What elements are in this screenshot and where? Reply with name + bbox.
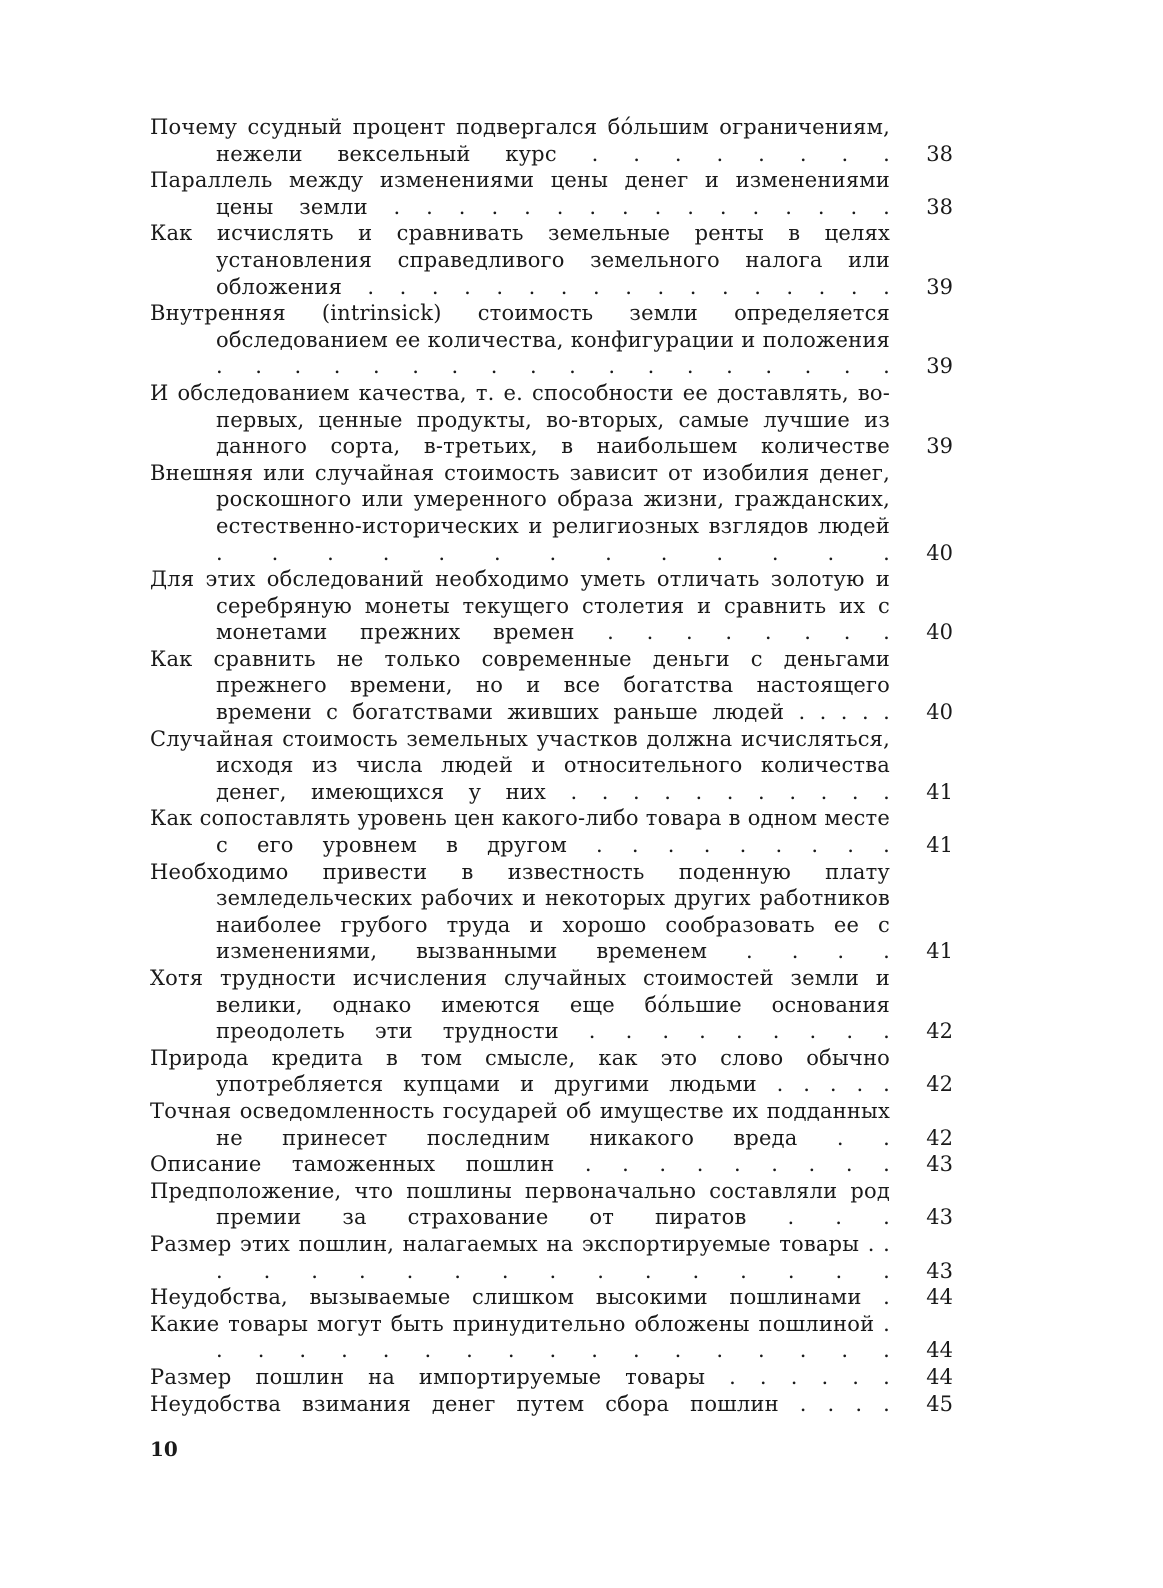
toc-entry-page: 45 [926,1391,953,1416]
toc-entry-text: Внутренняя (intrinsick) стоимость земли определяется обследованием ее количества, конфигурации и положения . . . . . . . . . . . . . . . . . . [150,301,890,379]
toc-entry-page: 42 [926,1072,953,1097]
toc-entry-text: Неудобства, вызываемые слишком высокими пошлинами . [150,1285,890,1310]
toc-entry-text: Описание таможенных пошлин . . . . . . . . . [150,1152,890,1177]
toc-entry [150,114,965,167]
toc-entry [150,460,965,566]
table-of-contents [150,114,965,1417]
toc-entry [150,965,965,1045]
toc-entry [150,805,965,858]
toc-entry [150,1045,965,1098]
toc-entry [150,1098,965,1151]
toc-entry [150,726,965,806]
toc-entry-text: Как исчислять и сравнивать земельные ренты в целях установления справедливого земельного налога или обложения . . . . . . . . . . . . . . . . . [150,221,890,299]
toc-entry-text: И обследованием качества, т. е. способности ее доставлять, во-первых, ценные продукты, во-вторых, самые лучшие из данного сорта, в-третьих, в наибольшем количестве [150,380,890,459]
toc-entry-page: 43 [926,1152,953,1177]
toc-entry-page: 39 [926,354,953,379]
toc-entry-page: 43 [926,1258,953,1283]
toc-entry-page: 44 [926,1364,953,1389]
toc-entry-text: Точная осведомленность государей об имуществе их подданных не принесет последним никакого вреда . . [150,1098,890,1150]
toc-entry-text: Внешняя или случайная стоимость зависит от изобилия денег, роскошного или умеренного образа жизни, гражданских, естественно-исторических и религиозных взглядов людей . . . . . . . . . . . . . [150,460,890,565]
toc-entry [150,1178,965,1231]
toc-entry-page: 42 [926,1019,953,1044]
toc-entry-text: Параллель между изменениями цены денег и изменениями цены земли . . . . . . . . . . . . . . . . [150,168,890,219]
toc-entry-page: 40 [926,700,953,725]
toc-entry-page: 40 [926,540,953,565]
toc-entry-text: Размер этих пошлин, налагаемых на экспортируемые товары . . . . . . . . . . . . . . . . . [150,1231,890,1283]
toc-entry [150,1391,965,1418]
toc-entry [150,1364,965,1391]
toc-entry-text: Размер пошлин на импортируемые товары . . . . . . [150,1364,890,1389]
toc-entry-text: Как сравнить не только современные деньги с деньгами прежнего времени, но и все богатства настоящего времени с богатствами живших раньше людей . . . . . [150,646,890,725]
toc-entry-text: Неудобства взимания денег путем сбора пошлин . . . . [150,1391,890,1416]
toc-entry [150,1231,965,1284]
toc-entry [150,859,965,965]
toc-entry-text: Предположение, что пошлины первоначально составляли род премии за страхование от пиратов . . . [150,1178,890,1230]
toc-entry [150,566,965,646]
toc-entry-page: 41 [926,779,953,804]
toc-entry-text: Хотя трудности исчисления случайных стоимостей земли и велики, однако имеются еще бо́льшие основания преодолеть эти трудности . . . . . . . . . [150,966,890,1044]
toc-entry-page: 38 [926,141,953,166]
toc-entry-page: 41 [926,939,953,964]
toc-entry-page: 39 [926,274,953,299]
toc-entry [150,167,965,220]
toc-entry-text: Почему ссудный процент подвергался бо́льшим ограничениям, нежели вексельный курс . . . . . . . . [150,115,890,166]
toc-entry-page: 38 [926,194,953,219]
toc-entry-text: Необходимо привести в известность поденную плату земледельческих рабочих и некоторых других работников наиболее грубого труда и хорошо сообразовать ее с изменениями, вызванными временем . . . . [150,859,890,964]
toc-entry-text: Какие товары могут быть принудительно обложены пошлиной . . . . . . . . . . . . . . . . . . [150,1311,890,1363]
toc-entry [150,1284,965,1311]
toc-entry-text: Для этих обследований необходимо уметь отличать золотую и серебряную монеты текущего столетия и сравнить их с монетами прежних времен . . . . . . . . [150,567,890,645]
toc-entry-text: Случайная стоимость земельных участков должна исчисляться, исходя из числа людей и относительного количества денег, имеющихся у них . . . . . . . . . . . [150,726,890,804]
toc-entry-page: 40 [926,620,953,645]
page-number: 10 [150,1437,178,1461]
toc-entry-page: 44 [926,1338,953,1363]
toc-entry [150,300,965,380]
toc-entry [150,220,965,300]
toc-entry-page: 42 [926,1125,953,1150]
toc-entry-page: 44 [926,1285,953,1310]
toc-entry-page: 39 [926,434,953,459]
toc-entry [150,1151,965,1178]
toc-entry-text: Как сопоставлять уровень цен какого-либо товара в одном месте с его уровнем в другом . . . . . . . . . [150,806,890,858]
toc-entry [150,646,965,726]
toc-entry-page: 41 [926,833,953,858]
toc-entry-page: 43 [926,1205,953,1230]
toc-entry [150,1311,965,1364]
toc-entry [150,380,965,460]
toc-entry-text: Природа кредита в том смысле, как это слово обычно употребляется купцами и другими людьми . . . . . [150,1045,890,1097]
